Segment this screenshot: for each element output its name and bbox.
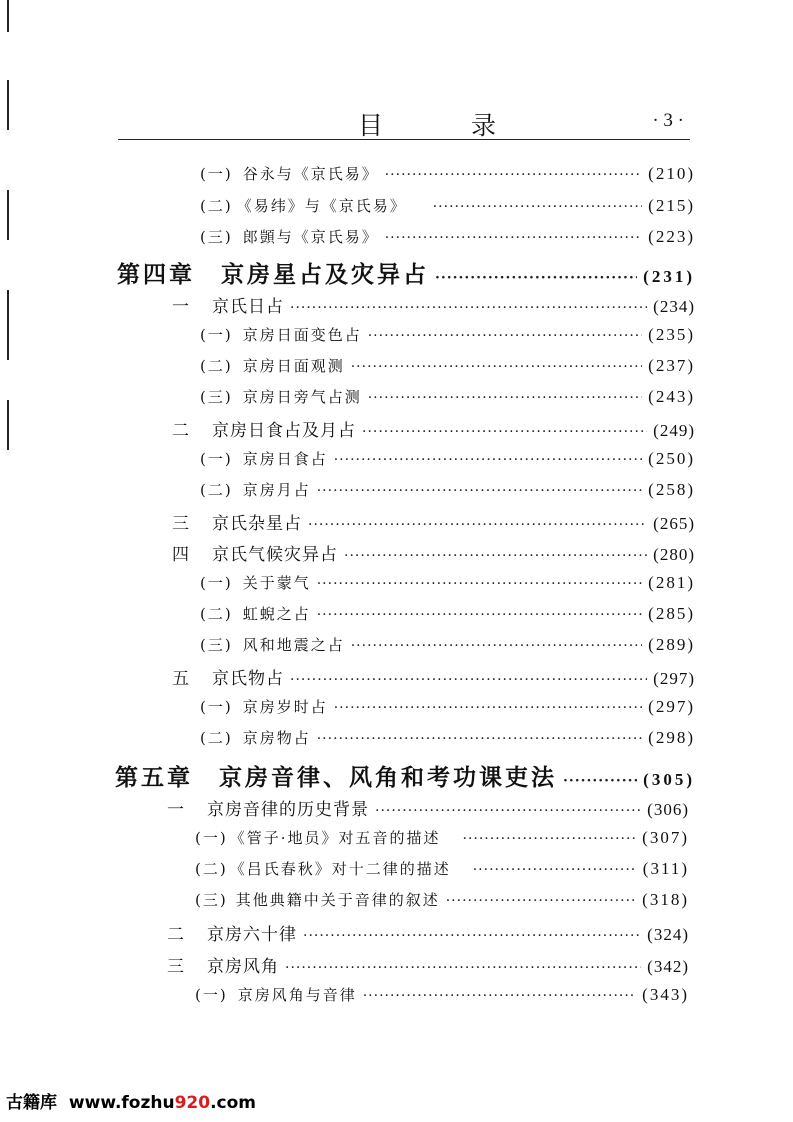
toc-section[interactable]: [172, 664, 695, 689]
dot-leader: [290, 300, 647, 316]
dot-leader: [317, 731, 642, 747]
toc-entry[interactable]: [200, 696, 695, 717]
dot-leader: [463, 831, 637, 847]
dot-leader: [344, 548, 647, 564]
toc-entry[interactable]: [200, 386, 695, 407]
entry-page: (280): [653, 545, 695, 564]
entry-page: (318): [642, 890, 689, 909]
dot-leader: [563, 773, 637, 789]
dot-leader: [362, 424, 647, 440]
entry-number: (二): [200, 357, 233, 375]
entry-page: (215): [648, 196, 695, 215]
section-number: 一: [167, 800, 185, 820]
toc-entry[interactable]: [195, 827, 689, 848]
dot-leader: [433, 199, 642, 215]
toc-entry[interactable]: [200, 355, 695, 376]
entry-page: (297): [648, 697, 695, 716]
chapter-title: 京房音律、风角和考功课吏法: [219, 764, 557, 791]
entry-page: (285): [648, 604, 695, 623]
site-url-highlight: 920: [174, 1093, 211, 1113]
entry-page: (249): [653, 421, 695, 440]
entry-page: (306): [647, 800, 689, 819]
toc-entry[interactable]: [200, 324, 695, 345]
dot-leader: [317, 483, 642, 499]
scan-edge-mark: [7, 290, 9, 360]
toc-section[interactable]: [167, 795, 689, 820]
entry-number: (一): [200, 574, 233, 592]
dot-leader: [351, 359, 642, 375]
dot-leader: [317, 607, 642, 623]
entry-page: (281): [648, 573, 695, 592]
entry-number: (一): [200, 165, 233, 183]
entry-title: 京房物占: [242, 729, 311, 747]
site-watermark[interactable]: [6, 1088, 256, 1113]
entry-title: 京房日旁气占测: [242, 388, 362, 406]
dot-leader: [385, 230, 642, 246]
page-title: 目 录: [358, 111, 536, 140]
toc-entry[interactable]: [195, 858, 689, 879]
dot-leader: [308, 517, 647, 533]
entry-number: (二): [200, 197, 233, 215]
entry-page: (243): [648, 387, 695, 406]
toc-chapter[interactable]: [117, 256, 695, 289]
entry-title: 风和地震之占: [242, 636, 345, 654]
dot-leader: [473, 862, 637, 878]
section-number: 二: [167, 925, 185, 945]
entry-title: 京房日面观测: [242, 357, 345, 375]
toc-entry[interactable]: [200, 163, 695, 184]
toc-chapter[interactable]: [115, 759, 695, 792]
entry-page: (231): [643, 267, 695, 286]
dot-leader: [435, 270, 637, 286]
entry-number: (一): [195, 986, 228, 1004]
scan-edge-mark: [7, 190, 9, 240]
toc-section[interactable]: [172, 540, 695, 565]
entry-title: 郎顗与《京氏易》: [242, 228, 379, 246]
chapter-title: 京房星占及灾异占: [221, 261, 429, 288]
section-number: 一: [172, 297, 190, 317]
entry-page: (297): [653, 669, 695, 688]
entry-number: (三): [200, 636, 233, 654]
dot-leader: [317, 576, 642, 592]
entry-number: (二): [195, 860, 228, 878]
entry-page: (324): [647, 925, 689, 944]
entry-number: (三): [200, 228, 233, 246]
section-title: 京房日食占及月占: [212, 421, 356, 441]
section-title: 京房六十律: [207, 925, 297, 945]
entry-number: (三): [200, 388, 233, 406]
section-title: 京房音律的历史背景: [207, 800, 369, 820]
toc-entry[interactable]: [200, 572, 695, 593]
page-number: · 3 ·: [652, 110, 684, 131]
dot-leader: [368, 390, 642, 406]
section-title: 京氏物占: [212, 669, 284, 689]
toc-entry[interactable]: [200, 634, 695, 655]
entry-title: 京房月占: [242, 481, 311, 499]
dot-leader: [385, 167, 642, 183]
entry-page: (234): [653, 297, 695, 316]
chapter-number: 第四章: [117, 261, 195, 288]
scan-edge-mark: [7, 80, 9, 130]
entry-title: 关于蒙气: [242, 574, 311, 592]
toc-entry[interactable]: [200, 226, 695, 247]
entry-number: (一): [200, 450, 233, 468]
entry-title: 京房日食占: [242, 450, 328, 468]
section-number: 三: [172, 514, 190, 534]
toc-section[interactable]: [172, 416, 695, 441]
entry-page: (223): [648, 227, 695, 246]
scan-edge-mark: [7, 0, 9, 32]
entry-title: 《管子·地员》对五音的描述: [229, 829, 441, 847]
toc-entry[interactable]: [200, 727, 695, 748]
entry-page: (298): [648, 728, 695, 747]
section-number: 三: [167, 957, 185, 977]
toc-entry[interactable]: [200, 603, 695, 624]
toc-entry[interactable]: [195, 984, 689, 1005]
chapter-number: 第五章: [115, 764, 193, 791]
site-url-suffix: .com: [210, 1093, 257, 1113]
entry-title: 京房风角与音律: [237, 986, 357, 1004]
entry-number: (一): [200, 326, 233, 344]
dot-leader: [363, 988, 636, 1004]
toc-entry[interactable]: [200, 195, 695, 216]
entry-title: 京房岁时占: [242, 698, 328, 716]
entry-page: (258): [648, 480, 695, 499]
entry-page: (210): [648, 164, 695, 183]
toc-entry[interactable]: [200, 448, 695, 469]
entry-number: (二): [200, 729, 233, 747]
toc-entry[interactable]: [195, 889, 689, 910]
entry-number: (二): [200, 605, 233, 623]
toc-section[interactable]: [172, 509, 695, 534]
section-number: 四: [172, 545, 190, 565]
entry-title: 谷永与《京氏易》: [242, 165, 379, 183]
entry-number: (一): [200, 698, 233, 716]
section-number: 五: [172, 669, 190, 689]
entry-page: (311): [642, 859, 689, 878]
section-title: 京氏日占: [212, 297, 284, 317]
entry-page: (289): [648, 635, 695, 654]
dot-leader: [285, 960, 641, 976]
entry-title: 《吕氏春秋》对十二律的描述: [229, 860, 451, 878]
entry-number: (三): [195, 891, 228, 909]
entry-page: (265): [653, 514, 695, 533]
scan-edge-mark: [7, 400, 9, 450]
entry-title: 京房日面变色占: [242, 326, 362, 344]
entry-page: (250): [648, 449, 695, 468]
toc-section[interactable]: [167, 952, 689, 977]
dot-leader: [303, 928, 641, 944]
section-number: 二: [172, 421, 190, 441]
dot-leader: [334, 452, 642, 468]
entry-title: 《易纬》与《京氏易》: [236, 197, 407, 215]
header-rule: [118, 139, 690, 140]
section-title: 京氏气候灾异占: [212, 545, 338, 565]
entry-page: (342): [647, 957, 689, 976]
toc-section[interactable]: [172, 292, 695, 317]
dot-leader: [334, 700, 642, 716]
dot-leader: [368, 328, 642, 344]
entry-page: (343): [642, 985, 689, 1004]
entry-page: (235): [648, 325, 695, 344]
entry-title: 其他典籍中关于音律的叙述: [235, 891, 440, 909]
entry-number: (二): [200, 481, 233, 499]
dot-leader: [375, 803, 641, 819]
toc-entry[interactable]: [200, 479, 695, 500]
page-header: [118, 100, 690, 140]
toc-section[interactable]: [167, 920, 689, 945]
entry-title: 虹蜺之占: [242, 605, 311, 623]
site-name: 古籍库: [6, 1093, 57, 1113]
entry-page: (305): [643, 770, 695, 789]
site-url-prefix: www.fozhu: [68, 1093, 175, 1113]
entry-page: (237): [648, 356, 695, 375]
dot-leader: [446, 893, 636, 909]
section-title: 京房风角: [207, 957, 279, 977]
entry-number: (一): [195, 829, 228, 847]
section-title: 京氏杂星占: [212, 514, 302, 534]
entry-page: (307): [642, 828, 689, 847]
dot-leader: [290, 672, 647, 688]
dot-leader: [351, 638, 642, 654]
